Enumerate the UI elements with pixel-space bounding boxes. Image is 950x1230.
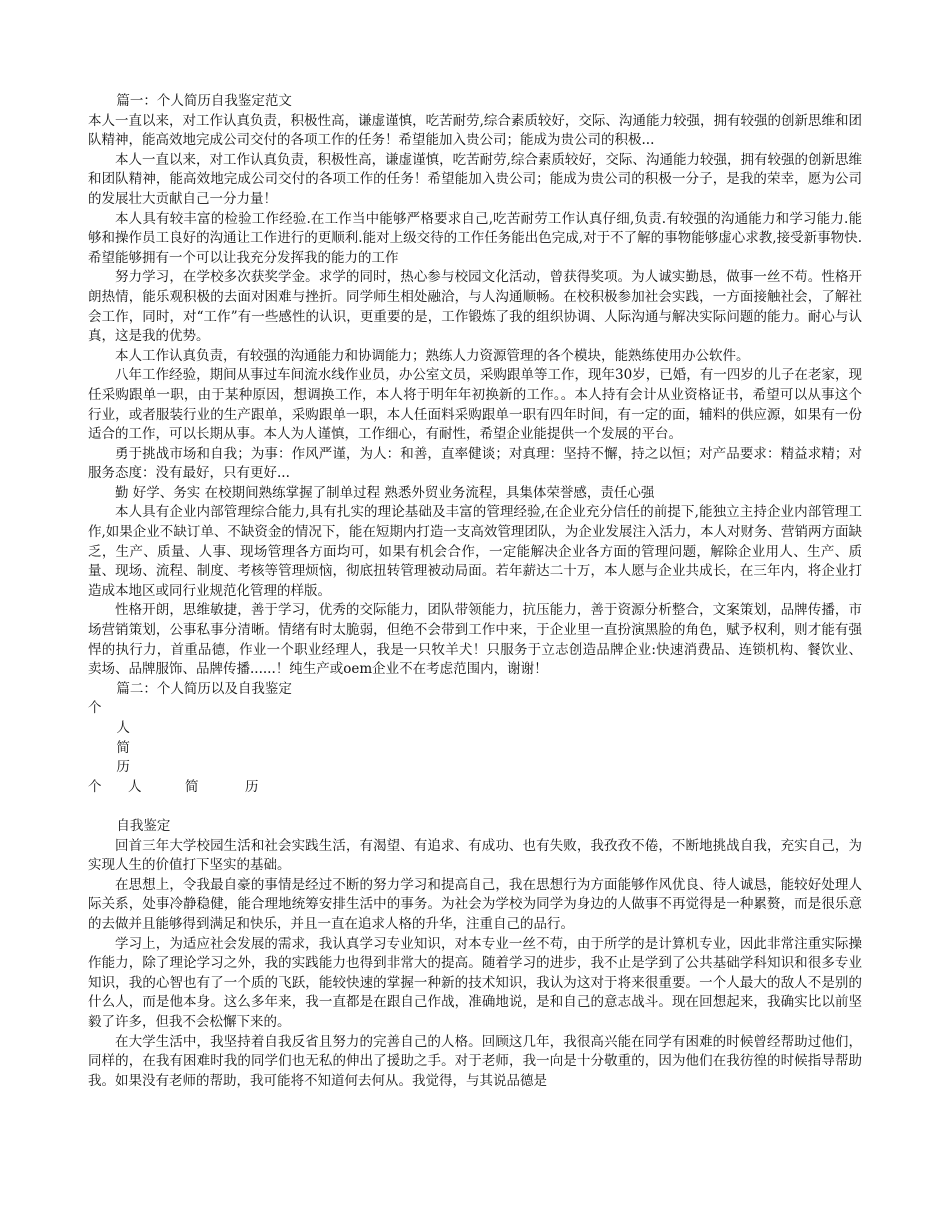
section-1-paragraph: 性格开朗，思维敏捷，善于学习，优秀的交际能力，团队带领能力，抗压能力，善于资源分析整合，文案策划，品牌传播，市场营销策划，公事私事分清晰。情绪有时太脆弱，但绝不会带到工作中来，于企业里一直扮演黑脸的角色，赋予权利，则才能有强悍的执行力，首重品德，作业一个职业经理人，我是一只牧羊犬！只服务于立志创造品牌企业:快速消费品、连锁机构、餐饮业、卖场、品牌服饰、品牌传播......！纯生产或oem企业不在考虑范围内，谢谢！ (88, 602, 862, 678)
section-1-paragraph: 本人具有企业内部管理综合能力,具有扎实的理论基础及丰富的管理经验,在企业充分信任的前提下,能独立主持企业内部管理工作,如果企业不缺订单、不缺资金的情况下，能在短期内打造一支高效管理团队，为企业发展注入活力，本人对财务、营销两方面缺乏，生产、质量、人事、现场管理各方面均可，如果有机会合作，一定能解决企业各方面的管理问题，解除企业用人、生产、质量、现场、流程、制度、考核等管理烦恼，彻底扭转管理被动局面。若年薪达二十万，本人愿与企业共成长，在三年内，将企业打造成本地区或同行业规范化管理的样版。 (88, 504, 862, 599)
blank-line (88, 797, 862, 817)
section-2-paragraph: 回首三年大学校园生活和社会实践生活，有渴望、有追求、有成功、也有失败，我孜孜不倦，不断地挑战自我，充实自己，为实现人生的价值打下坚实的基础。 (88, 837, 862, 874)
vertical-char-4: 历 (116, 759, 130, 776)
intro-paragraph: 本人一直以来，对工作认真负责，积极性高，谦虚谨慎，吃苦耐劳,综合素质较好，交际、沟通能力较强，拥有较强的创新思维和团队精神，能高效地完成公司交付的各项工作的任务！希望能加入贵公司；能成为贵公司的积极... (88, 112, 862, 149)
section-1-paragraph: 勇于挑战市场和自我；为事：作风严谨，为人：和善，直率健谈；对真理：坚持不懈，持之以恒；对产品要求：精益求精；对服务态度：没有最好，只有更好... (88, 445, 862, 482)
section-1-paragraph: 努力学习，在学校多次获奖学金。求学的同时，热心参与校园文化活动，曾获得奖项。为人诚实勤恳，做事一丝不苟。性格开朗热情，能乐观积极的去面对困难与挫折。同学师生相处融洽，与人沟通顺畅。在校积极参加社会实践，一方面接触社会，了解社会工作，同时，对“工作”有一些感性的认识，更重要的是，工作锻炼了我的组织协调、人际沟通与解决实际问题的能力。耐心与认真，这是我的优势。 (88, 269, 862, 345)
section-1-paragraph: 八年工作经验，期间从事过车间流水线作业员，办公室文员，采购跟单等工作，现年30岁，已婚，有一四岁的儿子在老家，现任采购跟单一职，由于某种原因，想调换工作，本人将于明年年初换新的工作。。本人持有会计从业资格证书，希望可以从事这个行业，或者服装行业的生产跟单，采购跟单一职，本人任面料采购跟单一职有四年时间，有一定的面，辅料的供应源，如果有一份适合的工作，可以长期从事。本人为人谨慎，工作细心，有耐性，希望企业能提供一个发展的平台。 (88, 367, 862, 443)
section-1-body (88, 151, 862, 680)
section-2-paragraph: 学习上，为适应社会发展的需求，我认真学习专业知识，对本专业一丝不苟，由于所学的是计算机专业，因此非常注重实际操作能力，除了理论学习之外，我的实践能力也得到非常大的提高。随着学习的进步，我不止是学到了公共基础学科知识和很多专业知识，我的心智也有了一个质的飞跃，能较快速的掌握一种新的技术知识，我认为这对于将来很重要。一个人最大的敌人不是别的什么人，而是他本身。这么多年来，我一直都是在跟自己作战，准确地说，是和自己的意志战斗。现在回想起来，我确实比以前坚毅了许多，但我不会松懈下来的。 (88, 935, 862, 1030)
vertical-char-1: 个 (88, 700, 102, 717)
resume-heading-char-3: 简 (185, 778, 199, 795)
vertical-char-2: 人 (116, 720, 130, 736)
section-1-paragraph: 本人一直以来，对工作认真负责，积极性高，谦虚谨慎，吃苦耐劳,综合素质较好，交际、沟通能力较强，拥有较强的创新思维和团队精神，能高效地完成公司交付的各项工作的任务！希望能加入贵公司；能成为贵公司的积极一分子，是我的荣幸，愿为公司的发展壮大贡献自己一分力量！ (88, 151, 862, 207)
section-2-paragraph: 在思想上，令我最自豪的事情是经过不断的努力学习和提高自己，我在思想行为方面能够作风优良、待人诚恳，能较好处理人际关系，处事冷静稳健，能合理地统筹安排生活中的事务。为社会为学校为同学为身边的人做事不再觉得是一种累赘，而是很乐意的去做并且能够得到满足和快乐，并且一直在追求人格的升华，注重自己的品行。 (88, 876, 862, 932)
resume-heading-char-2: 人 (128, 778, 142, 795)
section-1-paragraph: 本人工作认真负责，有较强的沟通能力和协调能力；熟练人力资源管理的各个模块，能熟练使用办公软件。 (115, 347, 750, 364)
vertical-char-3: 简 (116, 739, 130, 756)
section-2-body (88, 837, 862, 1092)
section-title-2: 篇二：个人简历以及自我鉴定 (116, 680, 292, 697)
resume-heading-char-4: 历 (245, 778, 259, 795)
section-1-paragraph: 本人具有较丰富的检验工作经验.在工作当中能够严格要求自己,吃苦耐劳工作认真仔细,负责.有较强的沟通能力和学习能力.能够和操作员工良好的沟通让工作进行的更顺利.能对上级交待的工作任务能出色完成,对于不了解的事物能够虚心求教,接受新事物快.希望能够拥有一个可以让我充分发挥我的能力的工作 (88, 210, 862, 266)
section-label-self-assessment: 自我鉴定 (116, 817, 171, 834)
resume-heading-char-1: 个 (88, 778, 102, 795)
resume-heading-spaced (88, 778, 862, 798)
section-2-paragraph: 在大学生活中，我坚持着自我反省且努力的完善自己的人格。回顾这几年，我很高兴能在同学有困难的时候曾经帮助过他们，同样的，在我有困难时我的同学们也无私的伸出了援助之手。对于老师，我一向是十分敬重的，因为他们在我彷徨的时候指导帮助我。如果没有老师的帮助，我可能将不知道何去何从。我觉得，与其说品德是 (88, 1033, 862, 1089)
section-1-paragraph: 勤 好学、务实 在校期间熟练掌握了制单过程 熟悉外贸业务流程，具集体荣誉感，责任心强 (115, 484, 655, 501)
section-title-1: 篇一：个人简历自我鉴定范文 (116, 93, 292, 109)
